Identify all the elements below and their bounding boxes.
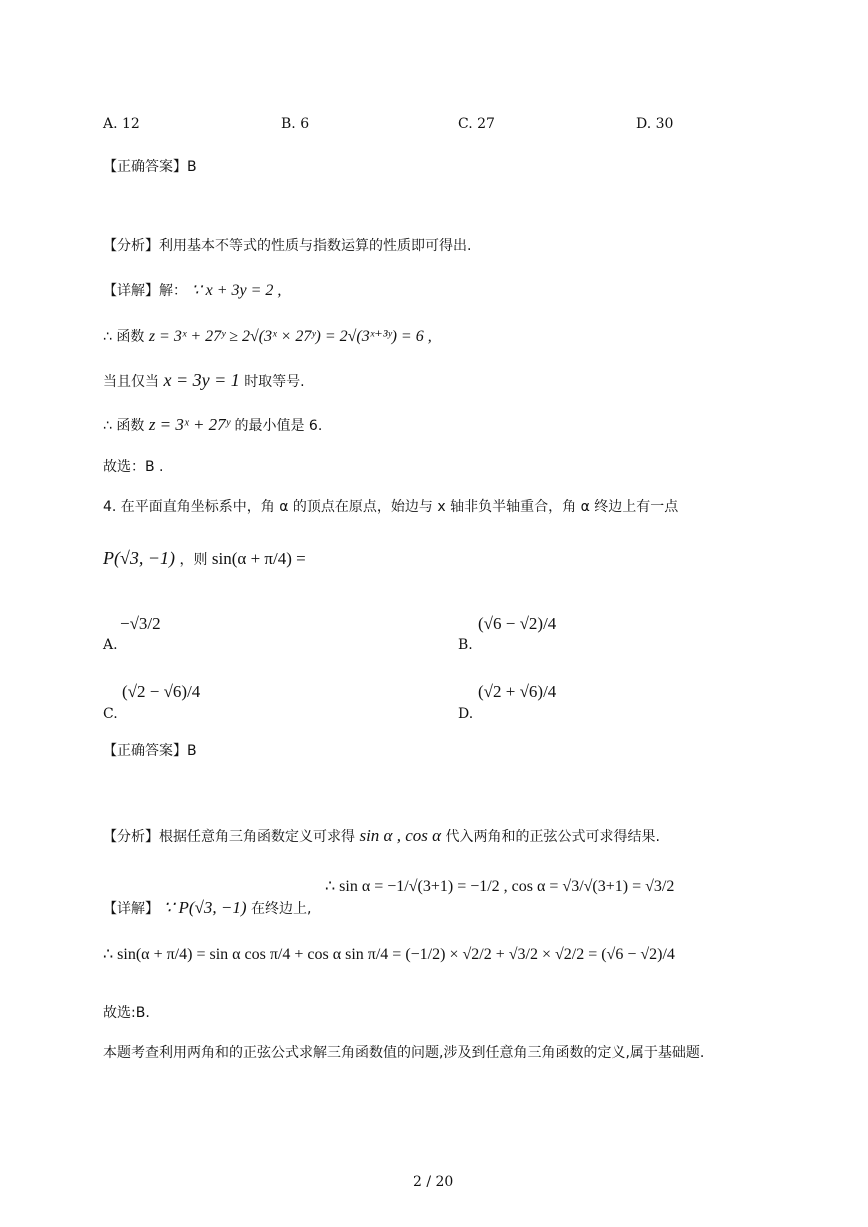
q4-detail-given: ∵ P(√3, −1) (163, 898, 247, 917)
q3-line2-suffix: 时取等号. (244, 374, 305, 390)
q4-then: ，则 (179, 552, 208, 568)
option-a: A. 12 (103, 116, 140, 132)
q4-detail-label: 【详解】 (103, 901, 159, 917)
q4-analysis (103, 826, 660, 846)
option-b: B. 6 (281, 116, 310, 132)
q3-detail-prefix: 【详解】解： (103, 283, 187, 299)
q4-stem: 4. 在平面直角坐标系中，角 α 的顶点在原点，始边与 x 轴非负半轴重合，角 α 终边上有一点 (103, 499, 679, 515)
q4-point: P(√3, −1) (103, 548, 176, 568)
q3-line3-suffix: 的最小值是 6. (234, 418, 323, 434)
q3-line2-equation: x = 3y = 1 (163, 370, 240, 390)
q4-option-c-label: C. (103, 706, 118, 722)
q4-detail-equation-2: ∴ sin(α + π/4) = sin α cos π/4 + cos α sin π/4 = (−1/2) × √2/2 + √3/2 × √2/2 = (√6 − √2)/4 (103, 946, 675, 963)
q4-detail-given-suffix: 在终边上, (250, 901, 312, 917)
q4-option-c: (√2 − √6)/4 (122, 682, 201, 701)
q3-line1-prefix: ∴ 函数 (103, 329, 145, 345)
q3-line3-equation: z = 3ˣ + 27ʸ (148, 415, 231, 434)
q4-detail-line (103, 898, 311, 918)
page-number: 2 / 20 (413, 1174, 454, 1190)
q3-detail-given: ∵ x + 3y = 2 , (191, 282, 282, 299)
q4-option-b: (√6 − √2)/4 (478, 614, 557, 633)
q4-analysis-math: sin α , cos α (359, 826, 442, 845)
q4-option-d-label: D. (458, 706, 474, 722)
q3-line1-equation: z = 3ˣ + 27ʸ ≥ 2√(3ˣ × 27ʸ) = 2√(3ˣ⁺³ʸ) = 6 , (148, 328, 432, 345)
q3-detail-line (103, 280, 281, 300)
q4-option-a-label: A. (103, 637, 118, 653)
option-d: D. 30 (636, 116, 674, 132)
q4-option-b-label: B. (458, 637, 473, 653)
q3-choose: 故选：B . (103, 459, 164, 475)
q4-option-d: (√2 + √6)/4 (478, 682, 557, 701)
q4-option-a: −√3/2 (120, 614, 161, 633)
q4-expression: sin(α + π/4) = (211, 549, 306, 568)
q4-stem-line2 (103, 548, 306, 569)
q3-line2 (103, 370, 305, 391)
q3-line1 (103, 326, 432, 346)
option-c: C. 27 (458, 116, 495, 132)
q4-answer: 【正确答案】B (103, 743, 197, 759)
q3-analysis: 【分析】利用基本不等式的性质与指数运算的性质即可得出. (103, 238, 472, 254)
q4-summary: 本题考查利用两角和的正弦公式求解三角函数值的问题,涉及到任意角三角函数的定义,属于基础题. (103, 1045, 705, 1061)
q3-line3 (103, 415, 322, 435)
q3-answer: 【正确答案】B (103, 159, 197, 175)
q4-analysis-suffix: 代入两角和的正弦公式可求得结果. (445, 829, 660, 845)
q4-analysis-prefix: 【分析】根据任意角三角函数定义可求得 (103, 829, 355, 845)
q3-line3-prefix: ∴ 函数 (103, 418, 145, 434)
q4-detail-equation-1: ∴ sin α = −1/√(3+1) = −1/2 , cos α = √3/√(3+1) = √3/2 (325, 878, 675, 895)
q4-choose: 故选:B. (103, 1005, 150, 1021)
q3-line2-prefix: 当且仅当 (103, 374, 159, 390)
